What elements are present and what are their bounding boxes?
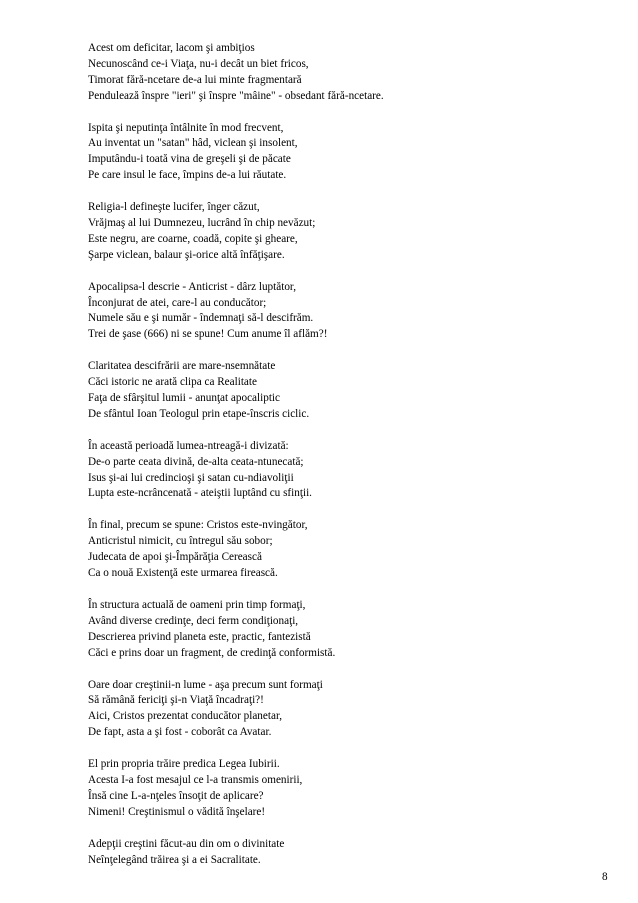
poem-line: El prin propria trăire predica Legea Iubirii.	[88, 758, 280, 771]
poem-line: În final, precum se spune: Cristos este-nvingător,	[88, 519, 308, 532]
poem-line: Anticristul nimicit, cu întregul său sobor;	[88, 535, 273, 548]
poem-line: Isus şi-ai lui credincioşi şi satan cu-ndiavoliţii	[88, 471, 294, 484]
poem-line: Acesta I-a fost mesajul ce l-a transmis omenirii,	[88, 773, 303, 786]
poem-line: Neînţelegând trăirea şi a ei Sacralitate.	[88, 853, 261, 866]
poem-line: De sfântul Ioan Teologul prin etape-înscris ciclic.	[88, 407, 310, 420]
stanza	[88, 439, 608, 503]
poem-line: Lupta este-ncrâncenată - ateiştii luptând cu sfinţii.	[88, 487, 312, 500]
poem-line: Oare doar creştinii-n lume - aşa precum sunt formaţi	[88, 678, 323, 691]
poem-line: Însă cine L-a-nţeles însoţit de aplicare?	[88, 789, 264, 802]
poem-line: Judecata de apoi şi-Împărăţia Cerească	[88, 551, 262, 564]
poem-line: În această perioadă lumea-ntreagă-i divizată:	[88, 439, 289, 452]
poem-line: Pendulează înspre "ieri" şi înspre "mâine" - obsedant fără-ncetare.	[88, 89, 384, 102]
poem-line: De fapt, asta a şi fost - coborât ca Avatar.	[88, 726, 272, 739]
stanza	[88, 598, 608, 662]
poem-line: Este negru, are coarne, coadă, copite şi gheare,	[88, 232, 298, 245]
poem-line: Religia-l defineşte lucifer, înger căzut,	[88, 201, 260, 214]
poem-line: Acest om deficitar, lacom şi ambiţios	[88, 42, 255, 54]
poem-line: Vrăjmaş al lui Dumnezeu, lucrând în chip nevăzut;	[88, 217, 316, 230]
poem-line: Claritatea descifrării are mare-nsemnătate	[88, 360, 276, 373]
stanza	[88, 41, 608, 105]
stanza	[88, 121, 608, 185]
poem-line: Adepţii creştini făcut-au din om o divinitate	[88, 837, 285, 850]
stanza	[88, 757, 608, 821]
poem-line: Necunoscând ce-i Viaţa, nu-i decât un biet fricos,	[88, 57, 309, 70]
poem-line: Pe care insul le face, împins de-a lui răutate.	[88, 169, 287, 182]
page-number: 8	[602, 871, 608, 883]
poem-line: Imputându-i toată vina de greşeli şi de păcate	[88, 153, 291, 166]
poem-line: Să rămână fericiţi şi-n Viaţă încadraţi?!	[88, 694, 264, 707]
poem-line: Ca o nouă Existenţă este urmarea firească.	[88, 567, 278, 580]
poem-line: Înconjurat de atei, care-l au conducător;	[88, 296, 267, 309]
poem-line: Căci e prins doar un fragment, de credinţă conformistă.	[88, 646, 336, 659]
poem-line: Ispita şi neputinţa întâlnite în mod frecvent,	[88, 121, 284, 134]
stanza	[88, 837, 608, 869]
stanza	[88, 678, 608, 742]
poem-line: Aici, Cristos prezentat conducător planetar,	[88, 710, 283, 723]
poem-line: De-o parte ceata divină, de-alta ceata-ntunecată;	[88, 455, 304, 468]
stanza	[88, 280, 608, 344]
poem-line: Având diverse credinţe, deci ferm condiţionaţi,	[88, 614, 299, 627]
poem-line: Şarpe viclean, balaur şi-orice altă înfăţişare.	[88, 248, 285, 261]
stanza	[88, 518, 608, 582]
poem-line: Faţa de sfârşitul lumii - anunţat apocaliptic	[88, 392, 280, 405]
stanza	[88, 200, 608, 264]
poem-line: Descrierea privind planeta este, practic, fantezistă	[88, 630, 311, 643]
poem-line: Numele său e şi număr - îndemnaţi să-l descifrăm.	[88, 312, 314, 325]
stanza	[88, 359, 608, 423]
poem-line: Apocalipsa-l descrie - Anticrist - dârz luptător,	[88, 280, 296, 293]
poem-line: Au inventat un "satan" hâd, viclean şi insolent,	[88, 137, 298, 150]
poem-line: Nimeni! Creştinismul o vădită înşelare!	[88, 805, 266, 818]
poem-line: Trei de şase (666) ni se spune! Cum anume îl aflăm?!	[88, 328, 328, 341]
poem-body	[88, 41, 608, 884]
poem-line: Căci istoric ne arată clipa ca Realitate	[88, 376, 257, 389]
poem-line: În structura actuală de oameni prin timp formaţi,	[88, 598, 306, 611]
poem-line: Timorat fără-ncetare de-a lui minte fragmentară	[88, 73, 302, 86]
